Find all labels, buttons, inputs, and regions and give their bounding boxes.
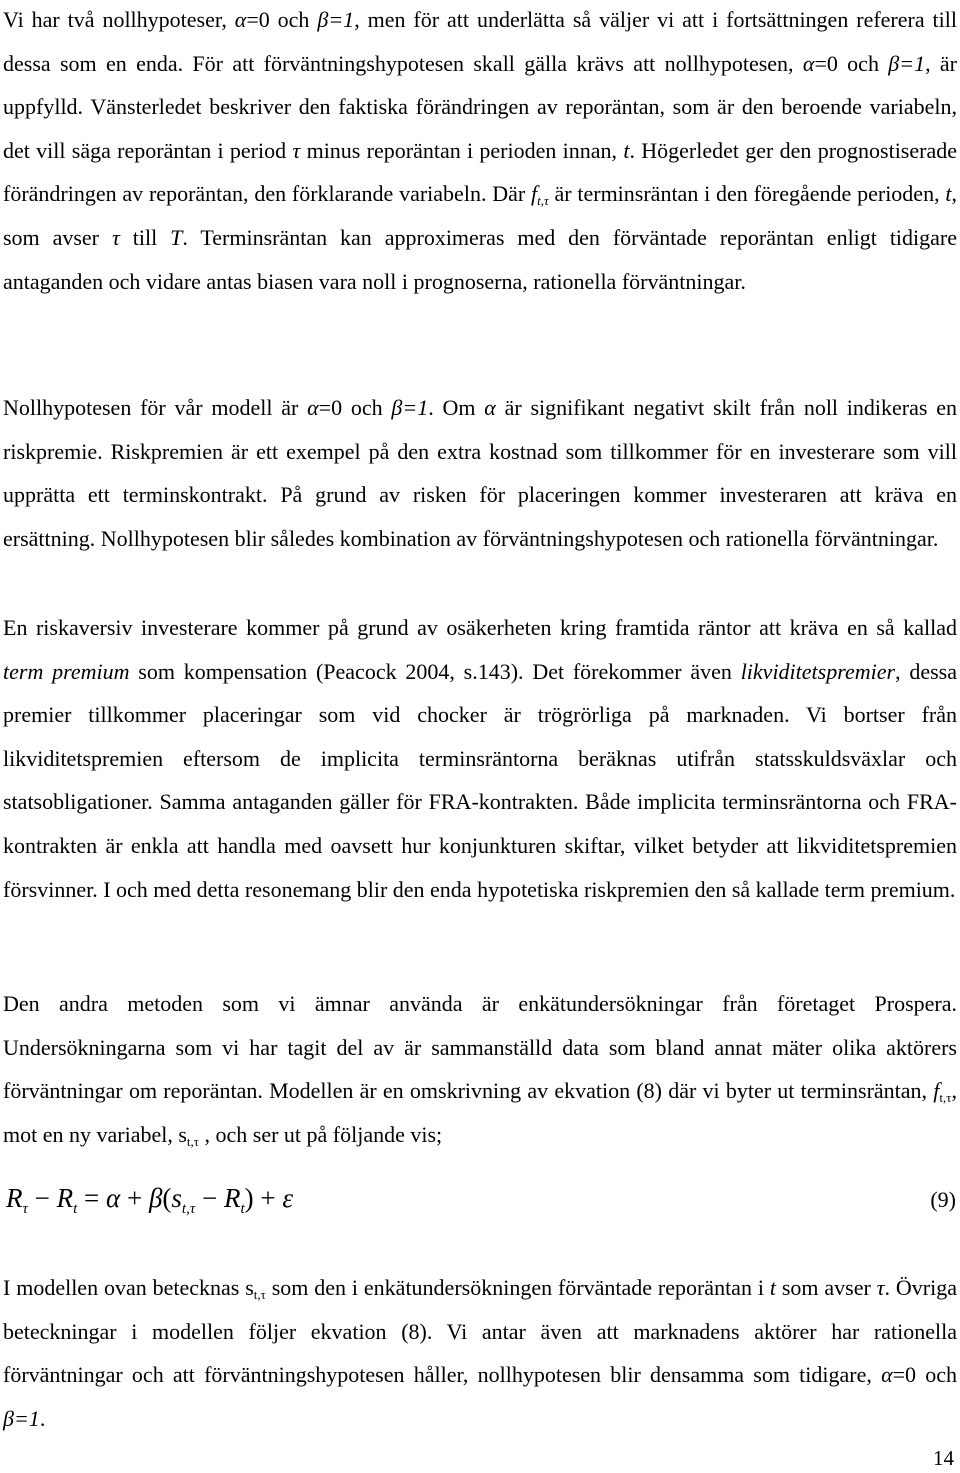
survey-rate-symbol: s <box>178 1121 187 1147</box>
text: =0 och <box>318 395 392 420</box>
text: . <box>39 1405 46 1431</box>
forward-rate-subscript: t,τ <box>537 193 549 209</box>
text: En riskaversiv investerare kommer på grund av osäkerheten kring framtida räntor att kräva en så kallad <box>3 615 957 640</box>
eq-operator: = <box>77 1183 107 1213</box>
text: , och ser ut på följande vis; <box>199 1121 443 1147</box>
text: som kompensation (Peacock 2004, s.143). Det förekommer även <box>129 658 741 684</box>
text: , är uppfylld. Vänsterledet beskriver den faktiska förändringen av reporäntan, som är den beroende variabeln, det vill säga reporäntan i period <box>3 50 958 163</box>
T-symbol: T <box>170 224 183 250</box>
text: =0 och <box>814 50 889 76</box>
beta-symbol: β=1 <box>3 1405 40 1431</box>
text: , mot en ny variabel, <box>3 1078 957 1147</box>
forward-rate-symbol: f <box>933 1078 940 1104</box>
text: . Övriga beteckningar i modellen följer ekvation (8). Vi antar även att marknadens aktörer har rationella förväntningar och att förväntningshypotesen håller, nollhypotesen blir densamma som tidigare, <box>3 1275 957 1388</box>
eq-operator: + <box>120 1183 149 1213</box>
text: . Högerledet ger den prognostiserade förändringen av reporäntan, den förklarande variabeln. Där <box>3 137 957 207</box>
eq-symbol: R <box>6 1183 23 1213</box>
eq-symbol: R <box>223 1183 241 1213</box>
equation-9 <box>6 1183 956 1223</box>
eq-operator: − <box>195 1183 224 1213</box>
equation-formula <box>6 1183 293 1217</box>
text: Nollhypotesen för vår modell är <box>3 395 308 420</box>
text: =0 och <box>246 7 318 32</box>
eq-subscript: t <box>240 1201 245 1217</box>
paragraph-null-hypothesis <box>3 386 957 560</box>
text: I modellen ovan betecknas <box>3 1275 246 1300</box>
term-premium-term: term premium <box>3 658 130 684</box>
tau-symbol: τ <box>876 1275 885 1300</box>
beta-symbol: β=1 <box>888 50 926 76</box>
tau-symbol: τ <box>292 137 301 163</box>
alpha-symbol: α <box>307 395 319 420</box>
text: Vi har två nollhypoteser, <box>3 7 235 32</box>
eq-operator: ( <box>162 1183 172 1213</box>
beta-symbol: β=1 <box>317 7 355 32</box>
liquidity-premium-term: likviditetspremier <box>740 658 896 684</box>
text: som den i enkätundersökningen förväntade reporäntan i <box>265 1275 770 1300</box>
beta-symbol: β=1 <box>391 395 429 420</box>
eq-subscript: t <box>73 1201 78 1217</box>
eq-subscript: t,τ <box>181 1201 196 1217</box>
paragraph-model-description <box>3 1266 957 1440</box>
text: till <box>119 224 171 250</box>
alpha-symbol: α <box>234 7 247 32</box>
text: , dessa premier tillkommer placeringar som vid chocker är trögrörliga på marknaden. Vi bortser från likviditetspremien eftersom de implicita terminsräntorna beräknas utifrån statsskuldsväxlar och statsobligationer. Samma antaganden gäller för FRA-kontrakten. Både implicita terminsräntorna och FRA-kontrakten är enkla att handla med oavsett hur konjunkturen skiftar, vilket betyder att likviditetspremien försvinner. I och med detta resonemang blir den enda hypotetiska riskpremien den så kallade term premium. <box>3 658 957 902</box>
alpha-symbol: α <box>881 1362 893 1388</box>
eq-symbol: ε <box>282 1183 293 1213</box>
survey-rate-subscript: t,τ <box>186 1133 199 1149</box>
eq-symbol: R <box>56 1183 74 1213</box>
page-number: 14 <box>933 1446 954 1470</box>
paragraph-survey-method <box>3 982 957 1156</box>
forward-rate-symbol: f <box>531 181 538 207</box>
text: . Om <box>428 395 485 420</box>
text: . Terminsräntan kan approximeras med den förväntade reporäntan enligt tidigare antaganden och vidare antas biasen vara noll i prognoserna, rationella förväntningar. <box>3 224 958 294</box>
text: som avser <box>775 1275 877 1300</box>
equation-number: (9) <box>930 1187 956 1212</box>
eq-symbol: s <box>171 1183 182 1213</box>
eq-operator: ) <box>244 1183 254 1213</box>
t-symbol: t <box>769 1275 776 1300</box>
text: Den andra metoden som vi ämnar använda är enkätundersökningar från företaget Prospera. Undersökningarna som vi har tagit del av är sammanställd data som bland annat mäter olika aktörers förväntningar om reporäntan. Modellen är en omskrivning av ekvation (8) där vi byter ut terminsräntan, <box>3 991 957 1104</box>
text: minus reporäntan i perioden innan, <box>300 137 624 163</box>
alpha-symbol: α <box>484 395 496 420</box>
eq-symbol: β <box>148 1183 163 1213</box>
paragraph-hypotheses <box>3 0 957 303</box>
text: , men för att underlätta så väljer vi att i fortsättningen referera till dessa som en enda. För att förväntningshypotesen skall gälla krävs att nollhypotesen, <box>3 7 957 76</box>
t-symbol: t <box>623 137 630 163</box>
tau-symbol: τ <box>111 224 120 250</box>
paragraph-term-premium <box>3 606 957 911</box>
eq-operator: − <box>27 1183 57 1213</box>
survey-rate-symbol: s <box>245 1275 254 1300</box>
forward-rate-subscript: t,τ <box>939 1090 952 1106</box>
text: , som avser <box>3 181 958 250</box>
t-symbol: t <box>945 181 952 207</box>
text: är signifikant negativt skilt från noll indikeras en riskpremie. Riskpremien är ett exempel på den extra kostnad som tillkommer för en investerare som vill upprätta ett terminskontrakt. På grund av risken för placeringen kommer investeraren att kräva en ersättning. Nollhypotesen blir således kombination av förväntningshypotesen och rationella förväntningar. <box>3 395 957 551</box>
text: är terminsräntan i den föregående perioden, <box>548 181 946 207</box>
survey-rate-subscript: t,τ <box>253 1287 266 1302</box>
eq-subscript: τ <box>22 1201 28 1217</box>
eq-symbol: α <box>106 1183 121 1213</box>
alpha-symbol: α <box>802 50 815 76</box>
eq-operator: + <box>253 1183 283 1213</box>
text: =0 och <box>892 1362 957 1388</box>
